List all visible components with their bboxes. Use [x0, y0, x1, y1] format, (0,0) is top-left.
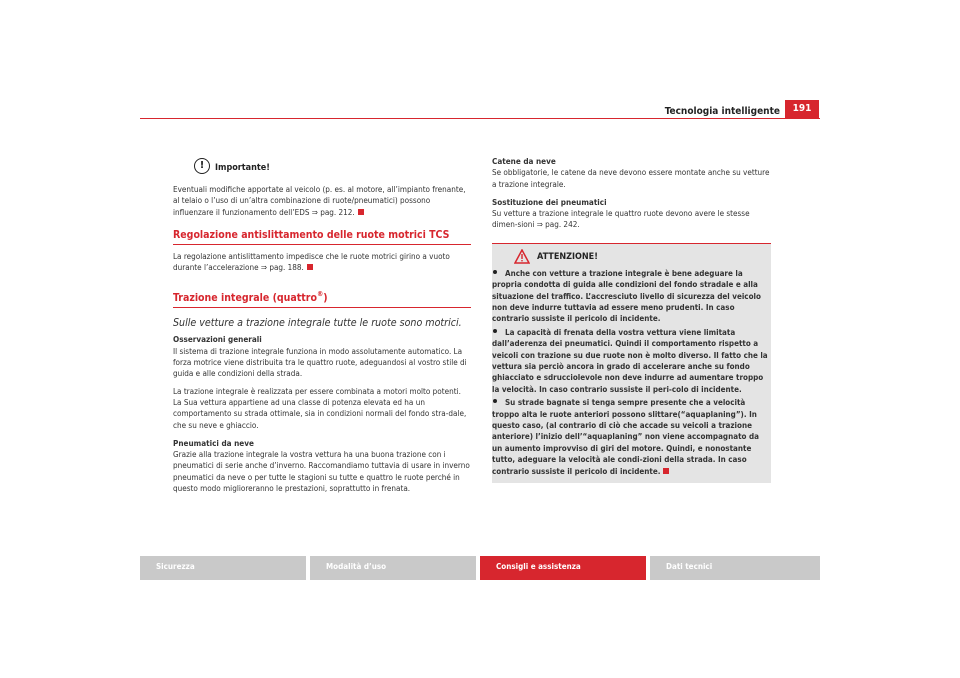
end-of-section-marker: [663, 468, 669, 474]
left-column: [173, 158, 471, 494]
bullet-icon: [493, 270, 497, 274]
warning-item-text: Su strade bagnate si tenga sempre presente che a velocità troppo alta le ruote anteriori possono slittare(“aquaplaning”). In questo caso, (al contrario di ciò che accade su veicoli a trazione anteriore) l’inizio dell’“aquaplaning” non viene accompagnato da un aumento improvviso di giri del motore. Quindi, e nonostante tutto, adeguare la velocità ale condi-zioni della strada. In caso contrario sussiste il pericolo di incidente.: [492, 398, 759, 476]
warning-heading: [492, 250, 771, 266]
important-text: Eventuali modifiche apportate al veicolo (p. es. al motore, all’impianto frenante, al telaio o l’uso di un’altra combinazione di ruote/pneumatici) possono influenzare il funzionamento dell’EDS ⇒ pag. 212.: [173, 184, 466, 217]
awd-title-end: ): [323, 292, 328, 305]
bullet-icon: [493, 399, 497, 403]
header-divider: [140, 118, 820, 119]
footer-tab-sicurezza[interactable]: Sicurezza: [140, 556, 306, 580]
section-title-awd: [173, 290, 471, 308]
general-notes-p2: La trazione integrale è realizzata per essere combinata a motori molto potenti. La Sua vettura appartiene ad una classe di potenza elevata ed ha un comportamento su strada ottimale, sia in condizioni normali del fondo stra-dale, che su neve e ghiaccio.: [173, 385, 467, 430]
running-header: Tecnologia intelligente: [664, 106, 780, 117]
winter-tyres-text: Grazie alla trazione integrale la vostra vettura ha una buona trazione con i pneumatici di serie anche d’inverno. Raccomandiamo tuttavia di usare in inverno pneumatici da neve o per tutte le stagioni su tutte e quattro le ruote perché in questo modo miglioreranno le prestazioni, soprattutto in frenata.: [173, 449, 470, 494]
warning-item-text: Anche con vetture a trazione integrale è bene adeguare la propria condotta di guida alle condizioni del fondo stradale e alla situazione del traffico. L’accresciuto livello di sicurezza del veicolo non deve indurre tuttavia ad essere meno prudenti. In caso contrario sussiste il pericolo di incidente.: [492, 268, 761, 324]
important-heading: [173, 158, 471, 184]
tyre-replacement-text: Su vetture a trazione integrale le quattro ruote devono avere le stesse dimen-sioni ⇒ pag. 242.: [492, 208, 750, 230]
tyre-replacement-heading: Sostituzione dei pneumatici: [492, 196, 607, 207]
end-of-section-marker: [307, 264, 313, 270]
warning-box: [492, 243, 771, 483]
warning-item: [492, 327, 771, 395]
important-note: [173, 184, 471, 218]
section-title-tcs: Regolazione antislittamento delle ruote motrici TCS: [173, 229, 471, 245]
footer-tab-dati-tecnici[interactable]: Dati tecnici: [650, 556, 820, 580]
warning-item-text: La capacità di frenata della vostra vettura viene limitata dall’aderenza dei pneumatici. Quindi il comportamento rispetto a veicoli con trazione su due ruote non è molto diverso. Il fatto che la vettura sia perciò ancora in grado di accelerare anche su fondo ghiacciato e sdrucciolevole non deve indurre ad aumentare troppo la velocità. In caso contrario sussiste il peri-colo di incidente.: [492, 327, 768, 394]
bullet-icon: [493, 329, 497, 333]
snow-chains-heading: Catene da neve: [492, 156, 556, 166]
awd-title-text: Trazione integrale (quattro: [173, 292, 317, 305]
warning-label: ATTENZIONE!: [537, 251, 598, 262]
general-notes-heading: Osservazioni generali: [173, 334, 262, 345]
warning-triangle-icon: [514, 249, 530, 264]
page-number-badge: 191: [785, 100, 819, 118]
important-label: Importante!: [215, 163, 270, 173]
snow-chains-text: Se obbligatorie, le catene da neve devono essere montate anche su vetture a trazione integrale.: [492, 167, 770, 189]
registered-mark: ®: [316, 290, 324, 299]
end-of-section-marker: [358, 209, 364, 215]
footer-tab-modalita-uso[interactable]: Modalità d’uso: [310, 556, 476, 580]
footer-tab-consigli-assistenza[interactable]: Consigli e assistenza: [480, 556, 646, 580]
winter-tyres-heading: Pneumatici da neve: [173, 437, 254, 448]
right-column: [492, 156, 771, 483]
warning-item: [492, 397, 771, 477]
awd-subtitle: Sulle vetture a trazione integrale tutte le ruote sono motrici.: [173, 317, 462, 330]
tcs-text: La regolazione antislittamento impedisce che le ruote motrici girino a vuoto durante l’accelerazione ⇒ pag. 188.: [173, 250, 450, 273]
warning-item: [492, 268, 771, 325]
general-notes-p1: Il sistema di trazione integrale funziona in modo assolutamente automatico. La forza motrice viene distribuita tra le quattro ruote, adeguandosi al vostro stile di guida e alle condizioni della strada.: [173, 345, 467, 379]
tcs-paragraph: [173, 251, 471, 274]
exclamation-circle-icon: !: [194, 158, 210, 174]
